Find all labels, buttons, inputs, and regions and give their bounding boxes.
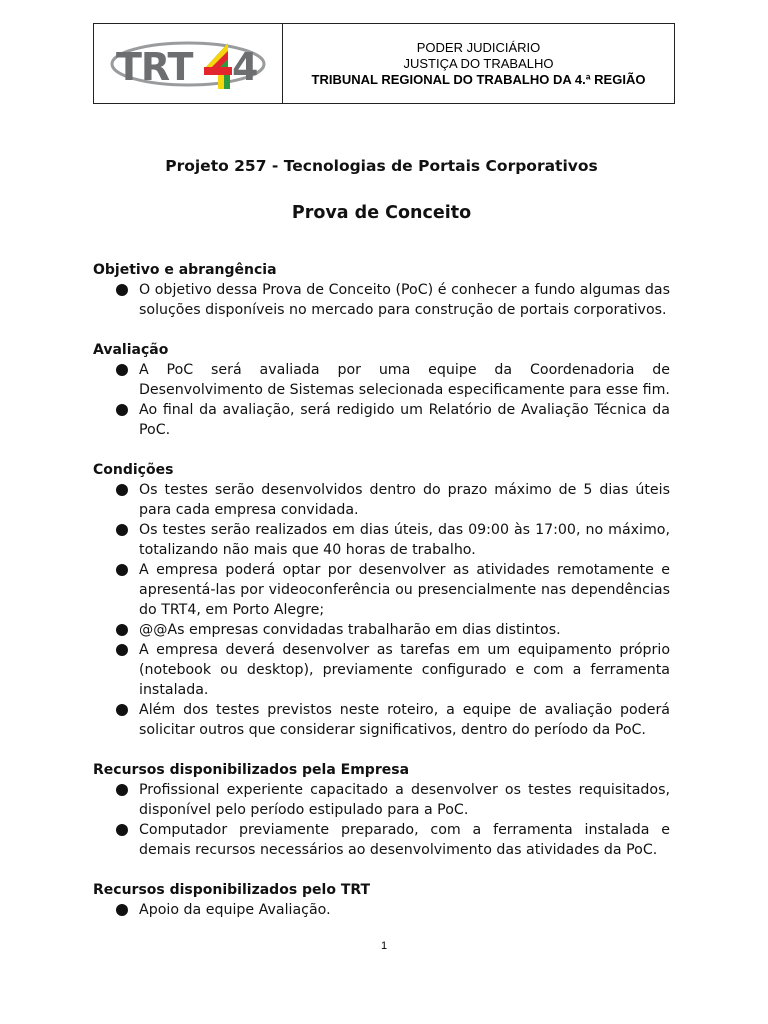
trt4-logo-graphic (108, 33, 268, 95)
section-heading: Recursos disponibilizados pelo TRT (93, 882, 371, 898)
section-heading: Objetivo e abrangência (93, 262, 277, 278)
org-line-3: TRIBUNAL REGIONAL DO TRABALHO DA 4.ª REGIÃO (311, 71, 646, 87)
bullet-icon (116, 284, 128, 296)
section-heading: Condições (93, 462, 174, 478)
section-avaliacao (93, 340, 670, 440)
page-number: 1 (380, 940, 388, 952)
letterhead (93, 23, 675, 104)
org-line-1: PODER JUDICIÁRIO (416, 39, 541, 55)
section-recursos-trt (93, 880, 670, 920)
trt4-logo (94, 24, 283, 103)
bullet-icon (116, 564, 128, 576)
list-item: A empresa deverá desenvolver as tarefas em um equipamento próprio (notebook ou desktop), previamente configurado e com a ferramenta instalada. (93, 640, 670, 700)
bullet-icon (116, 524, 128, 536)
bullet-icon (116, 704, 128, 716)
list-item: Computador previamente preparado, com a ferramenta instalada e demais recursos necessários ao desenvolvimento das atividades da PoC. (93, 820, 670, 860)
list-item: Além dos testes previstos neste roteiro, a equipe de avaliação poderá solicitar outros que considerar significativos, dentro do período da PoC. (93, 700, 670, 740)
bullet-icon (116, 484, 128, 496)
list-item: Profissional experiente capacitado a desenvolver os testes requisitados, disponível pelo período estipulado para a PoC. (93, 780, 670, 820)
list-item: A empresa poderá optar por desenvolver as atividades remotamente e apresentá-las por videoconferência ou presencialmente nas dependências do TRT4, em Porto Alegre; (93, 560, 670, 620)
document-title: Prova de Conceito (291, 203, 472, 223)
org-line-2: JUSTIÇA DO TRABALHO (403, 55, 554, 71)
svg-text:4: 4 (232, 44, 259, 89)
list-item: A PoC será avaliada por uma equipe da Coordenadoria de Desenvolvimento de Sistemas selecionada especificamente para esse fim. (93, 360, 670, 400)
list-item: Os testes serão realizados em dias úteis, das 09:00 às 17:00, no máximo, totalizando não mais que 40 horas de trabalho. (93, 520, 670, 560)
organization-block (283, 24, 674, 103)
list-item: Os testes serão desenvolvidos dentro do prazo máximo de 5 dias úteis para cada empresa convidada. (93, 480, 670, 520)
bullet-icon (116, 624, 128, 636)
section-heading: Recursos disponibilizados pela Empresa (93, 762, 410, 778)
document-body (93, 150, 670, 920)
bullet-icon (116, 784, 128, 796)
svg-text:TRT: TRT (116, 44, 193, 89)
bullet-icon (116, 824, 128, 836)
list-item: Ao final da avaliação, será redigido um Relatório de Avaliação Técnica da PoC. (93, 400, 670, 440)
bullet-icon (116, 644, 128, 656)
bullet-icon (116, 904, 128, 916)
section-condicoes (93, 460, 670, 740)
section-heading: Avaliação (93, 342, 169, 358)
bullet-icon (116, 364, 128, 376)
project-title: Projeto 257 - Tecnologias de Portais Corporativos (165, 157, 598, 175)
list-item: O objetivo dessa Prova de Conceito (PoC) é conhecer a fundo algumas das soluções disponíveis no mercado para construção de portais corporativos. (93, 280, 670, 320)
bullet-icon (116, 404, 128, 416)
list-item: Apoio da equipe Avaliação. (93, 900, 670, 920)
section-recursos-empresa (93, 760, 670, 860)
list-item: @@As empresas convidadas trabalharão em dias distintos. (93, 620, 670, 640)
section-objetivo (93, 260, 670, 320)
